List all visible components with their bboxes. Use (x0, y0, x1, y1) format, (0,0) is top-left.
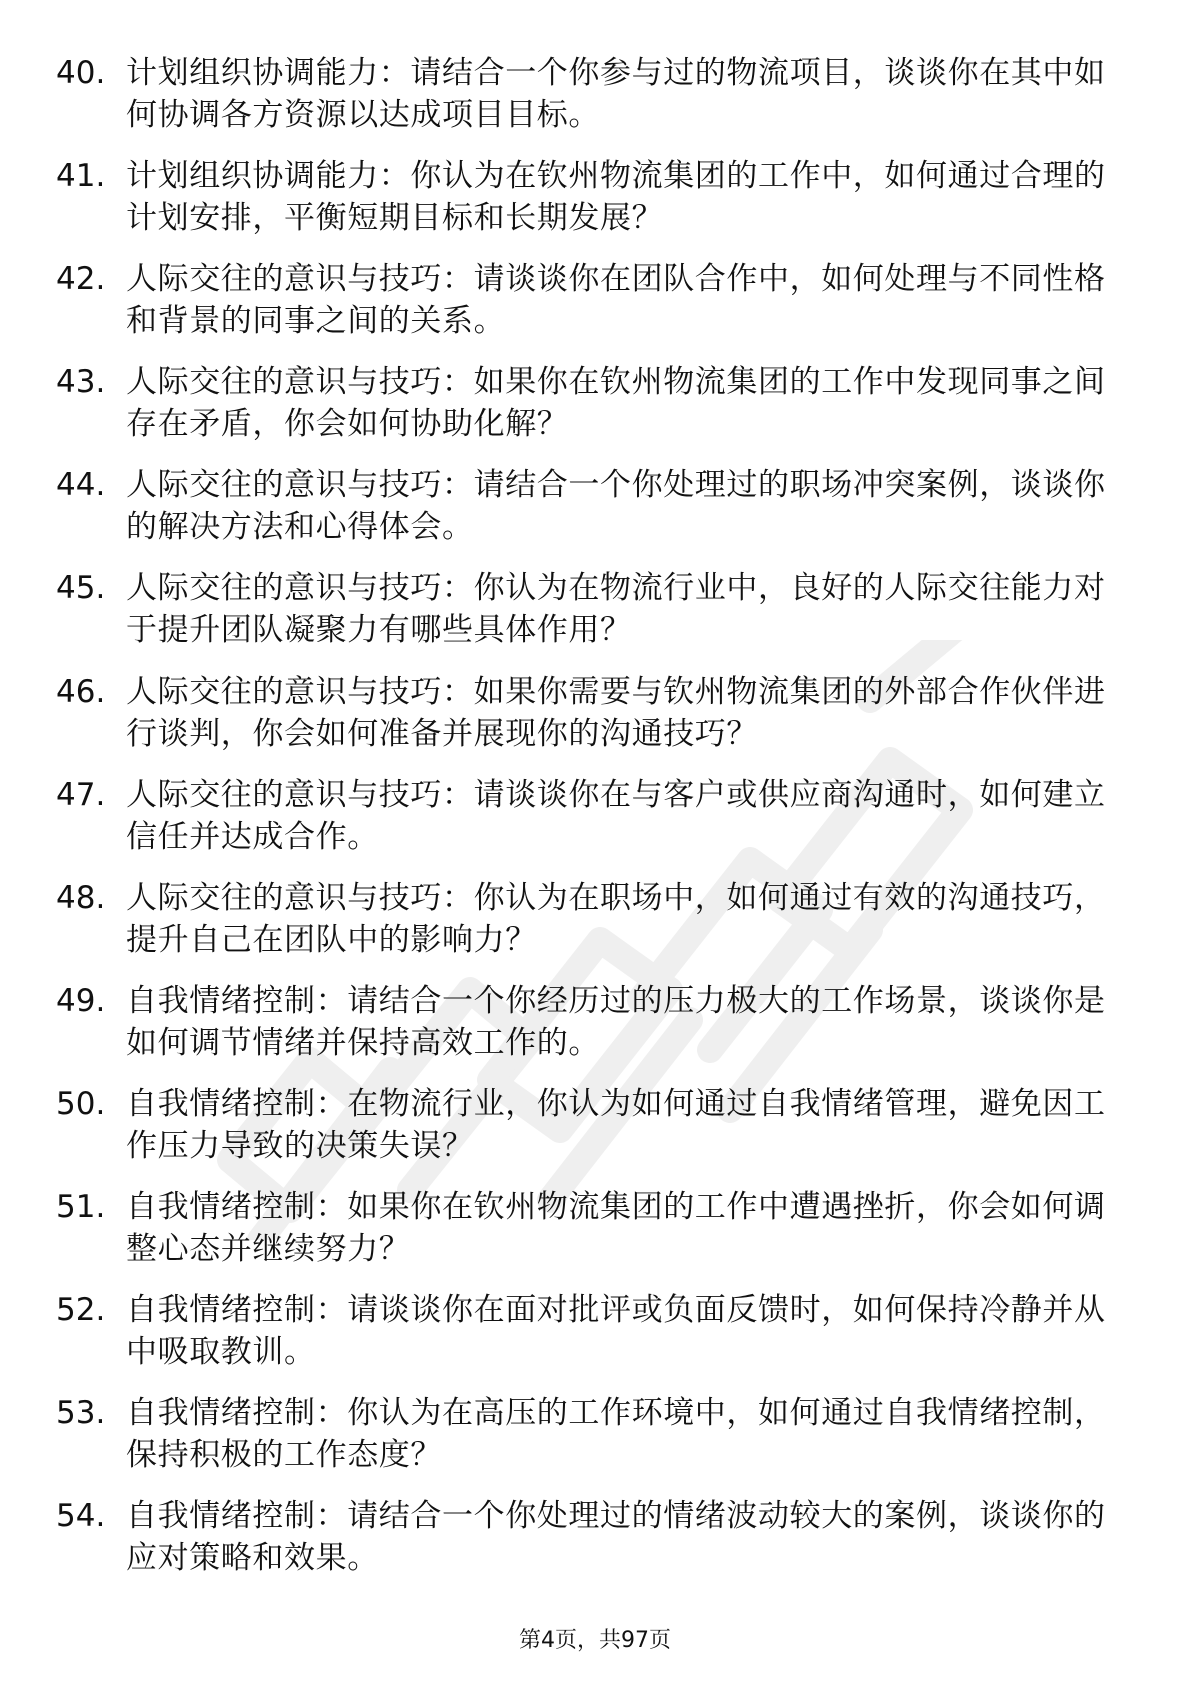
question-text: 人际交往的意识与技巧：如果你需要与钦州物流集团的外部合作伙伴进行谈判，你会如何准备并展现你的沟通技巧？ (126, 673, 1106, 752)
list-item (56, 877, 1126, 980)
question-text: 自我情绪控制：请结合一个你经历过的压力极大的工作场景，谈谈你是如何调节情绪并保持高效工作的。 (126, 982, 1106, 1061)
list-item (56, 155, 1126, 258)
question-text: 人际交往的意识与技巧：你认为在物流行业中，良好的人际交往能力对于提升团队凝聚力有哪些具体作用？ (126, 570, 1106, 649)
list-item (56, 1495, 1126, 1598)
list-item (56, 52, 1126, 155)
list-item (56, 774, 1126, 877)
question-number: 53. (56, 1395, 106, 1432)
question-text: 人际交往的意识与技巧：请谈谈你在团队合作中，如何处理与不同性格和背景的同事之间的关系。 (126, 261, 1106, 340)
list-item (56, 1289, 1126, 1392)
question-number: 50. (56, 1085, 106, 1122)
question-text: 人际交往的意识与技巧：如果你在钦州物流集团的工作中发现同事之间存在矛盾，你会如何协助化解？ (126, 364, 1106, 443)
question-number: 52. (56, 1292, 106, 1329)
question-number: 51. (56, 1189, 106, 1226)
list-item (56, 361, 1126, 464)
question-number: 41. (56, 158, 106, 195)
list-item (56, 1392, 1126, 1495)
question-text: 自我情绪控制：请结合一个你处理过的情绪波动较大的案例，谈谈你的应对策略和效果。 (126, 1498, 1106, 1577)
page-footer (0, 1626, 1190, 1656)
question-number: 49. (56, 982, 106, 1019)
question-number: 47. (56, 776, 106, 813)
question-text: 人际交往的意识与技巧：你认为在职场中，如何通过有效的沟通技巧，提升自己在团队中的影响力？ (126, 879, 1106, 958)
list-item (56, 671, 1126, 774)
question-number: 45. (56, 570, 106, 607)
question-text: 人际交往的意识与技巧：请结合一个你处理过的职场冲突案例，谈谈你的解决方法和心得体会。 (126, 467, 1106, 546)
list-item (56, 1083, 1126, 1186)
question-text: 计划组织协调能力：你认为在钦州物流集团的工作中，如何通过合理的计划安排，平衡短期目标和长期发展？ (126, 158, 1106, 237)
list-item (56, 464, 1126, 567)
page-number-label: 第4页，共97页 (519, 1628, 671, 1653)
question-text: 计划组织协调能力：请结合一个你参与过的物流项目，谈谈你在其中如何协调各方资源以达成项目目标。 (126, 55, 1106, 133)
question-list (56, 52, 1126, 1598)
question-number: 48. (56, 879, 106, 916)
question-number: 42. (56, 261, 106, 298)
list-item (56, 258, 1126, 361)
question-text: 自我情绪控制：请谈谈你在面对批评或负面反馈时，如何保持冷静并从中吸取教训。 (126, 1292, 1106, 1371)
list-item (56, 1186, 1126, 1289)
question-number: 40. (56, 55, 106, 91)
list-item (56, 980, 1126, 1083)
question-text: 自我情绪控制：你认为在高压的工作环境中，如何通过自我情绪控制，保持积极的工作态度？ (126, 1395, 1106, 1474)
question-text: 人际交往的意识与技巧：请谈谈你在与客户或供应商沟通时，如何建立信任并达成合作。 (126, 776, 1106, 855)
question-number: 46. (56, 673, 106, 710)
question-text: 自我情绪控制：如果你在钦州物流集团的工作中遭遇挫折，你会如何调整心态并继续努力？ (126, 1189, 1106, 1268)
question-number: 54. (56, 1498, 106, 1535)
question-number: 43. (56, 364, 106, 401)
question-text: 自我情绪控制：在物流行业，你认为如何通过自我情绪管理，避免因工作压力导致的决策失误？ (126, 1085, 1106, 1164)
question-number: 44. (56, 467, 106, 504)
list-item (56, 567, 1126, 670)
